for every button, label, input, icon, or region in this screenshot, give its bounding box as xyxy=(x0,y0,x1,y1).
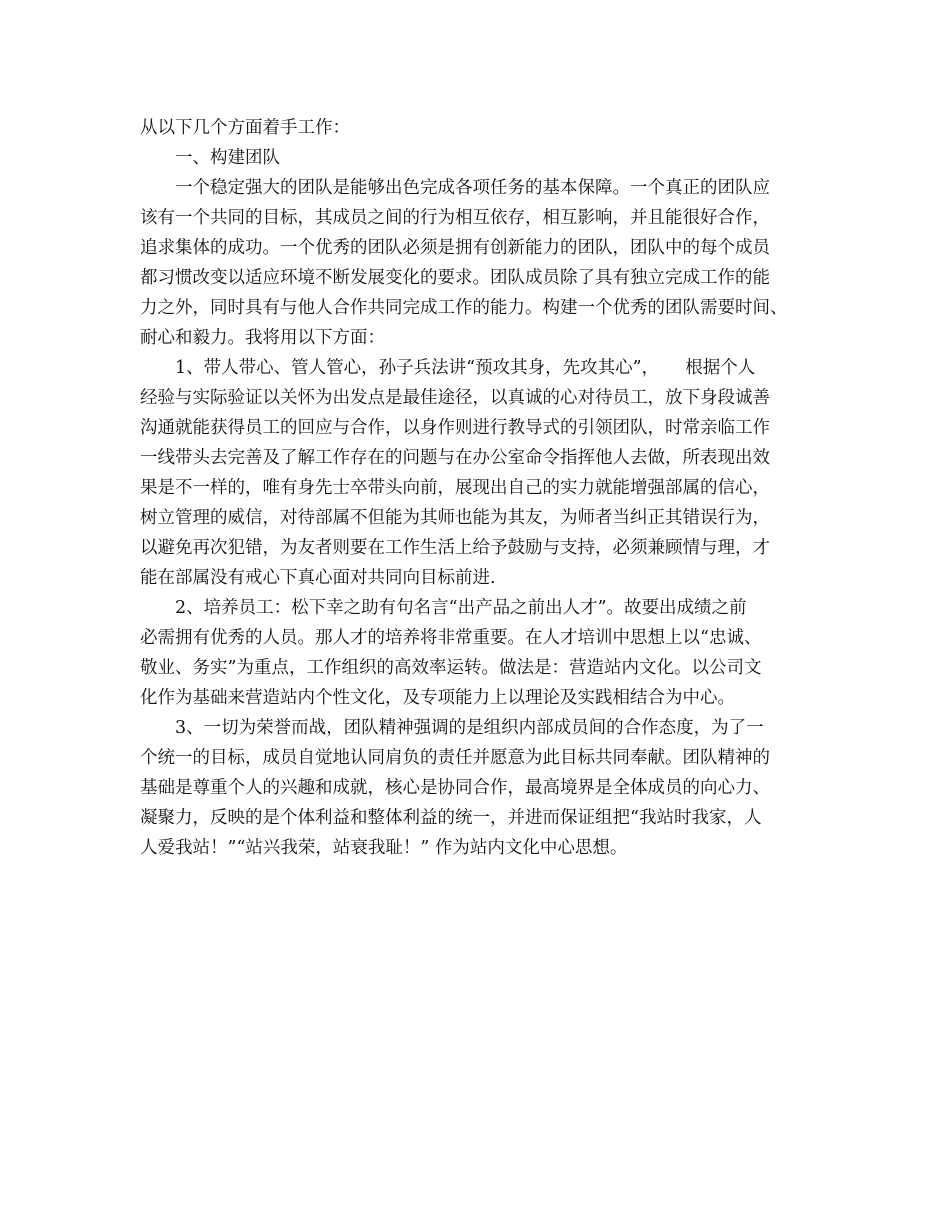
text-line: 该有一个共同的目标，其成员之间的行为相互依存，相互影响，并且能很好合作， xyxy=(140,208,770,228)
text-line: 以避免再次犯错，为友者则要在工作生活上给予鼓励与支持，必须兼顾情与理，才 xyxy=(140,538,770,558)
text-line: 力之外，同时具有与他人合作共同完成工作的能力。构建一个优秀的团队需要时间、 xyxy=(140,298,788,318)
section-heading: 一、构建团队 xyxy=(175,148,280,168)
text-line: 经验与实际验证以关怀为出发点是最佳途径，以真诚的心对待员工，放下身段诚善 xyxy=(140,388,770,408)
text-line: 果是不一样的，唯有身先士卒带头向前，展现出自己的实力就能增强部属的信心， xyxy=(140,478,770,498)
text-line: 沟通就能获得员工的回应与合作，以身作则进行教导式的引领团队，时常亲临工作 xyxy=(140,418,770,438)
text-line: 敬业、务实”为重点，工作组织的高效率运转。做法是：营造站内文化。以公司文 xyxy=(140,658,762,678)
text-line-item-2: 2、培养员工：松下幸之助有句名言“出产品之前出人才”。故要出成绩之前 xyxy=(175,598,747,618)
text-line: 耐心和毅力。我将用以下方面： xyxy=(140,328,385,348)
text-line: 人爱我站！”“站兴我荣，站衰我耻！” 作为站内文化中心思想。 xyxy=(140,838,628,858)
text-line-item-1: 1、带人带心、管人管心，孙子兵法讲“预攻其身，先攻其心”， 根据个人 xyxy=(175,358,756,378)
text-line: 化作为基础来营造站内个性文化，及专项能力上以理论及实践相结合为中心。 xyxy=(140,688,735,708)
text-line: 都习惯改变以适应环境不断发展变化的要求。团队成员除了具有独立完成工作的能 xyxy=(140,268,770,288)
text-line: 基础是尊重个人的兴趣和成就，核心是协同合作，最高境界是全体成员的向心力、 xyxy=(140,778,770,798)
text-line-intro: 从以下几个方面着手工作： xyxy=(140,118,350,138)
text-line: 必需拥有优秀的人员。那人才的培养将非常重要。在人才培训中思想上以“忠诚、 xyxy=(140,628,762,648)
text-line: 追求集体的成功。一个优秀的团队必须是拥有创新能力的团队，团队中的每个成员 xyxy=(140,238,770,258)
text-line: 一线带头去完善及了解工作存在的问题与在办公室命令指挥他人去做，所表现出效 xyxy=(140,448,770,468)
text-line: 能在部属没有戒心下真心面对共同向目标前进. xyxy=(140,568,496,588)
text-line: 个统一的目标，成员自觉地认同肩负的责任并愿意为此目标共同奉献。团队精神的 xyxy=(140,748,770,768)
document-body xyxy=(140,113,820,863)
text-line: 一个稳定强大的团队是能够出色完成各项任务的基本保障。一个真正的团队应 xyxy=(175,178,770,198)
text-line-item-3: 3、一切为荣誉而战，团队精神强调的是组织内部成员间的合作态度，为了一 xyxy=(175,718,764,738)
text-line: 树立管理的威信，对待部属不但能为其师也能为其友，为师者当纠正其错误行为， xyxy=(140,508,770,528)
text-line: 凝聚力，反映的是个体利益和整体利益的统一，并进而保证组把“我站时我家，人 xyxy=(140,808,762,828)
